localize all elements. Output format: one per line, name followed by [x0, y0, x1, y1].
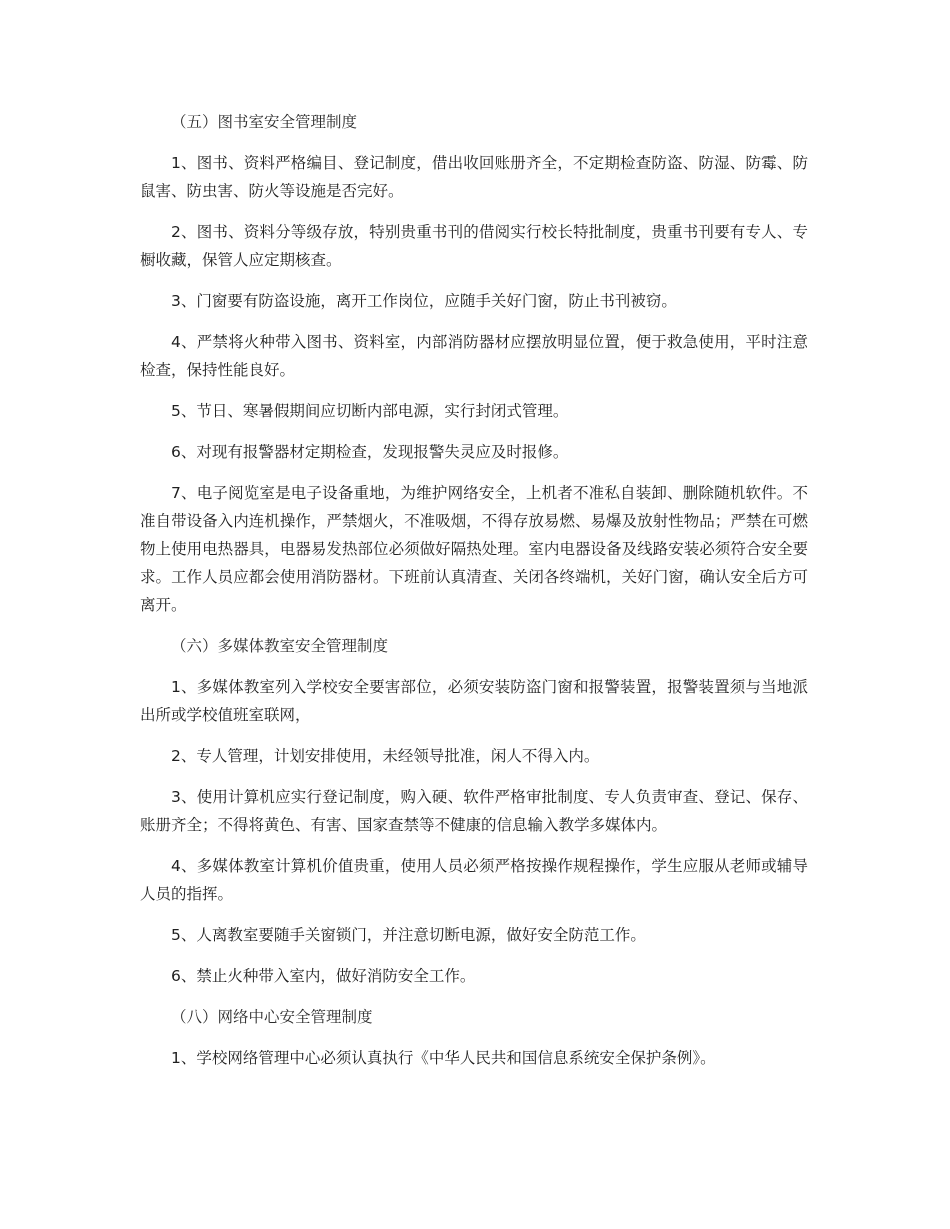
library-rule-2: 2、图书、资料分等级存放，特别贵重书刊的借阅实行校长特批制度，贵重书刊要有专人、专橱收藏，保管人应定期核查。	[140, 223, 808, 269]
document-body	[140, 108, 808, 1085]
multimedia-rule-4: 4、多媒体教室计算机价值贵重，使用人员必须严格按操作规程操作，学生应服从老师或辅导人员的指挥。	[140, 857, 808, 903]
multimedia-rule-6: 6、禁止火种带入室内，做好消防安全工作。	[171, 967, 476, 985]
multimedia-rule-1: 1、多媒体教室列入学校安全要害部位，必须安装防盗门窗和报警装置，报警装置须与当地派出所或学校值班室联网，	[140, 678, 808, 724]
library-rule-1: 1、图书、资料严格编目、登记制度，借出收回账册齐全，不定期检查防盗、防湿、防霉、防鼠害、防虫害、防火等设施是否完好。	[140, 154, 808, 200]
section-heading-network: （八）网络中心安全管理制度	[171, 1008, 373, 1026]
network-rule-1: 1、学校网络管理中心必须认真执行《中华人民共和国信息系统安全保护条例》。	[171, 1049, 716, 1067]
library-rule-3: 3、门窗要有防盗设施，离开工作岗位，应随手关好门窗，防止书刊被窃。	[171, 292, 677, 310]
section-heading-multimedia: （六）多媒体教室安全管理制度	[171, 637, 389, 655]
library-rule-6: 6、对现有报警器材定期检查，发现报警失灵应及时报修。	[171, 443, 569, 461]
multimedia-rule-2: 2、专人管理，计划安排使用，未经领导批准，闲人不得入内。	[171, 747, 600, 765]
section-heading-library: （五）图书室安全管理制度	[171, 113, 358, 131]
multimedia-rule-3: 3、使用计算机应实行登记制度，购入硬、软件严格审批制度、专人负责审查、登记、保存、账册齐全；不得将黄色、有害、国家查禁等不健康的信息输入教学多媒体内。	[140, 788, 808, 834]
library-rule-7: 7、电子阅览室是电子设备重地，为维护网络安全，上机者不准私自装卸、删除随机软件。不准自带设备入内连机操作，严禁烟火，不准吸烟，不得存放易燃、易爆及放射性物品；严禁在可燃物上使用电热器具，电器易发热部位必须做好隔热处理。室内电器设备及线路安装必须符合安全要求。工作人员应都会使用消防器材。下班前认真清查、关闭各终端机，关好门窗，确认安全后方可离开。	[140, 484, 808, 614]
library-rule-4: 4、严禁将火种带入图书、资料室，内部消防器材应摆放明显位置，便于救急使用，平时注意检查，保持性能良好。	[140, 333, 808, 379]
library-rule-5: 5、节日、寒暑假期间应切断内部电源，实行封闭式管理。	[171, 402, 569, 420]
multimedia-rule-5: 5、人离教室要随手关窗锁门，并注意切断电源，做好安全防范工作。	[171, 926, 646, 944]
